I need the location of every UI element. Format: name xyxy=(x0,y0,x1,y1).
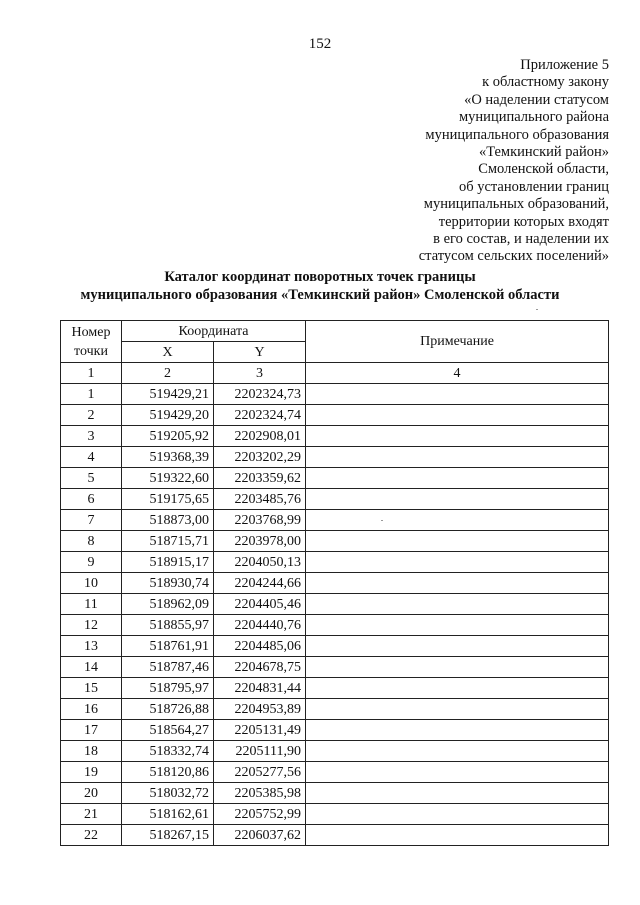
point-number-cell: 2 xyxy=(61,405,122,426)
note-cell xyxy=(306,489,609,510)
table-row xyxy=(61,741,609,762)
appendix-line: «О наделении статусом xyxy=(464,91,609,108)
x-coordinate-cell: 519429,21 xyxy=(122,384,214,405)
table-row xyxy=(61,825,609,846)
appendix-line: в его состав, и наделении их xyxy=(433,231,609,248)
x-coordinate-cell: 519175,65 xyxy=(122,489,214,510)
y-coordinate-cell: 2204244,66 xyxy=(214,573,306,594)
header-note: Примечание xyxy=(306,321,609,363)
note-cell xyxy=(306,426,609,447)
note-cell xyxy=(306,573,609,594)
x-coordinate-cell: 518915,17 xyxy=(122,552,214,573)
catalog-title-line-2: муниципального образования «Темкинский район» Смоленской области xyxy=(80,287,560,303)
scan-speck xyxy=(381,520,383,521)
y-coordinate-cell: 2203359,62 xyxy=(214,468,306,489)
appendix-line: муниципального района xyxy=(459,109,609,126)
y-coordinate-cell: 2205385,98 xyxy=(214,783,306,804)
scan-speck xyxy=(536,309,538,310)
appendix-line: Приложение 5 xyxy=(520,57,609,73)
y-coordinate-cell: 2204440,76 xyxy=(214,615,306,636)
point-number-cell: 16 xyxy=(61,699,122,720)
table-row xyxy=(61,489,609,510)
x-coordinate-cell: 518564,27 xyxy=(122,720,214,741)
x-coordinate-cell: 518267,15 xyxy=(122,825,214,846)
point-number-cell: 19 xyxy=(61,762,122,783)
point-number-cell: 14 xyxy=(61,657,122,678)
table-row xyxy=(61,636,609,657)
note-cell xyxy=(306,699,609,720)
x-coordinate-cell: 518715,71 xyxy=(122,531,214,552)
appendix-line: к областному закону xyxy=(482,74,609,91)
column-number-4: 4 xyxy=(306,363,609,384)
column-number-3: 3 xyxy=(214,363,306,384)
table-row xyxy=(61,405,609,426)
point-number-cell: 6 xyxy=(61,489,122,510)
note-cell xyxy=(306,720,609,741)
y-coordinate-cell: 2205752,99 xyxy=(214,804,306,825)
appendix-line: муниципального образования xyxy=(425,126,609,143)
y-coordinate-cell: 2202908,01 xyxy=(214,426,306,447)
table-row xyxy=(61,426,609,447)
y-coordinate-cell: 2202324,74 xyxy=(214,405,306,426)
header-point-number: Номер точки xyxy=(61,321,122,363)
x-coordinate-cell: 518726,88 xyxy=(122,699,214,720)
y-coordinate-cell: 2204405,46 xyxy=(214,594,306,615)
appendix-line: «Темкинский район» xyxy=(478,144,609,161)
y-coordinate-cell: 2204953,89 xyxy=(214,699,306,720)
x-coordinate-cell: 519322,60 xyxy=(122,468,214,489)
note-cell xyxy=(306,510,609,531)
header-x: X xyxy=(122,342,214,363)
point-number-cell: 1 xyxy=(61,384,122,405)
x-coordinate-cell: 518332,74 xyxy=(122,741,214,762)
appendix-line: об установлении границ xyxy=(458,178,609,195)
table-row xyxy=(61,552,609,573)
x-coordinate-cell: 518162,61 xyxy=(122,804,214,825)
y-coordinate-cell: 2204485,06 xyxy=(214,636,306,657)
point-number-cell: 13 xyxy=(61,636,122,657)
table-row xyxy=(61,615,609,636)
note-cell xyxy=(306,678,609,699)
table-row xyxy=(61,531,609,552)
header-coordinate: Координата xyxy=(122,321,306,342)
note-cell xyxy=(306,447,609,468)
table-row xyxy=(61,699,609,720)
y-coordinate-cell: 2202324,73 xyxy=(214,384,306,405)
note-cell xyxy=(306,636,609,657)
table-row xyxy=(61,804,609,825)
point-number-cell: 20 xyxy=(61,783,122,804)
note-cell xyxy=(306,594,609,615)
coordinates-table xyxy=(60,320,609,846)
point-number-cell: 18 xyxy=(61,741,122,762)
table-row xyxy=(61,510,609,531)
point-number-cell: 12 xyxy=(61,615,122,636)
point-number-cell: 7 xyxy=(61,510,122,531)
y-coordinate-cell: 2204831,44 xyxy=(214,678,306,699)
table-body xyxy=(61,384,609,846)
appendix-line: территории которых входят xyxy=(438,213,609,230)
table-row xyxy=(61,594,609,615)
y-coordinate-cell: 2203978,00 xyxy=(214,531,306,552)
note-cell xyxy=(306,552,609,573)
x-coordinate-cell: 518761,91 xyxy=(122,636,214,657)
point-number-cell: 3 xyxy=(61,426,122,447)
note-cell xyxy=(306,657,609,678)
y-coordinate-cell: 2204678,75 xyxy=(214,657,306,678)
x-coordinate-cell: 518787,46 xyxy=(122,657,214,678)
note-cell xyxy=(306,405,609,426)
note-cell xyxy=(306,615,609,636)
table-row xyxy=(61,678,609,699)
appendix-block xyxy=(289,57,609,266)
note-cell xyxy=(306,783,609,804)
x-coordinate-cell: 518120,86 xyxy=(122,762,214,783)
y-coordinate-cell: 2206037,62 xyxy=(214,825,306,846)
table-row xyxy=(61,657,609,678)
point-number-cell: 22 xyxy=(61,825,122,846)
y-coordinate-cell: 2203485,76 xyxy=(214,489,306,510)
x-coordinate-cell: 519368,39 xyxy=(122,447,214,468)
appendix-line: статусом сельских поселений» xyxy=(418,248,609,265)
note-cell xyxy=(306,531,609,552)
x-coordinate-cell: 519205,92 xyxy=(122,426,214,447)
x-coordinate-cell: 518962,09 xyxy=(122,594,214,615)
table-row xyxy=(61,447,609,468)
x-coordinate-cell: 518032,72 xyxy=(122,783,214,804)
y-coordinate-cell: 2203202,29 xyxy=(214,447,306,468)
note-cell xyxy=(306,741,609,762)
table-row xyxy=(61,573,609,594)
table-row xyxy=(61,762,609,783)
y-coordinate-cell: 2205277,56 xyxy=(214,762,306,783)
y-coordinate-cell: 2203768,99 xyxy=(214,510,306,531)
point-number-cell: 4 xyxy=(61,447,122,468)
point-number-cell: 17 xyxy=(61,720,122,741)
table-row xyxy=(61,720,609,741)
point-number-cell: 10 xyxy=(61,573,122,594)
table-row xyxy=(61,468,609,489)
appendix-line: Смоленской области, xyxy=(478,161,609,178)
y-coordinate-cell: 2204050,13 xyxy=(214,552,306,573)
note-cell xyxy=(306,804,609,825)
point-number-cell: 8 xyxy=(61,531,122,552)
note-cell xyxy=(306,825,609,846)
table-header-row-1 xyxy=(61,321,609,342)
note-cell xyxy=(306,762,609,783)
point-number-cell: 21 xyxy=(61,804,122,825)
point-number-cell: 15 xyxy=(61,678,122,699)
catalog-title xyxy=(0,268,640,304)
x-coordinate-cell: 518795,97 xyxy=(122,678,214,699)
column-number-1: 1 xyxy=(61,363,122,384)
catalog-title-line-1: Каталог координат поворотных точек границы xyxy=(164,269,476,285)
column-numbers-row xyxy=(61,363,609,384)
appendix-line: муниципальных образований, xyxy=(423,196,609,213)
table-row xyxy=(61,384,609,405)
x-coordinate-cell: 518930,74 xyxy=(122,573,214,594)
x-coordinate-cell: 518855,97 xyxy=(122,615,214,636)
x-coordinate-cell: 519429,20 xyxy=(122,405,214,426)
point-number-cell: 9 xyxy=(61,552,122,573)
x-coordinate-cell: 518873,00 xyxy=(122,510,214,531)
table-row xyxy=(61,783,609,804)
y-coordinate-cell: 2205111,90 xyxy=(214,741,306,762)
page-number: 152 xyxy=(308,36,332,52)
column-number-2: 2 xyxy=(122,363,214,384)
header-y: Y xyxy=(214,342,306,363)
point-number-cell: 5 xyxy=(61,468,122,489)
note-cell xyxy=(306,468,609,489)
note-cell xyxy=(306,384,609,405)
y-coordinate-cell: 2205131,49 xyxy=(214,720,306,741)
point-number-cell: 11 xyxy=(61,594,122,615)
